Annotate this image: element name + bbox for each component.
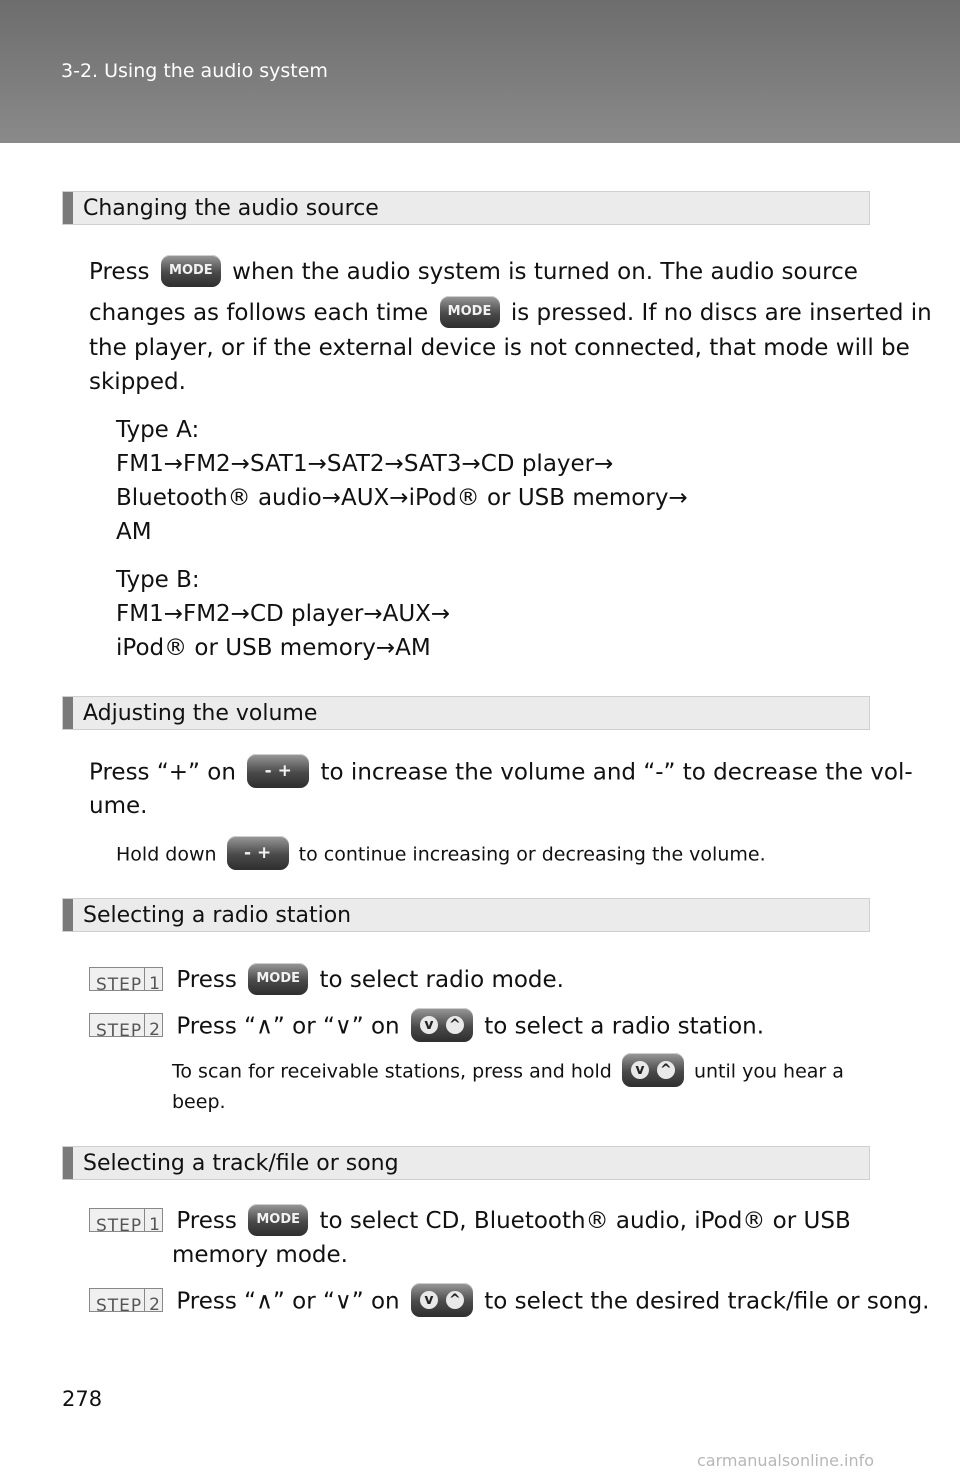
section-title: Selecting a radio station [83,903,352,928]
step-line [89,1010,764,1044]
text: until you hear a [693,1060,844,1083]
step-line [89,1285,929,1319]
text: Press [89,259,150,285]
text: to select CD, Bluetooth® audio, iPod® or USB [319,1208,851,1234]
heading-bar [63,192,73,224]
text: to select a radio station. [484,1013,765,1040]
step-line: memory mode. [172,1242,348,1268]
heading-bar [63,1147,73,1179]
section-heading-volume [62,696,870,730]
text: Press “∧” or “∨” on [176,1013,400,1040]
text: Press “+” on [89,759,236,786]
paragraph-line: the player, or if the external device is not connected, that mode will be [89,335,910,361]
type-a-label: Type A: [116,417,200,443]
section-heading-track [62,1146,870,1180]
text: Press [176,1208,237,1234]
seek-button-icon: v ^ [622,1053,684,1087]
text: to select the desired track/file or song. [484,1288,930,1315]
text: is pressed. If no discs are inserted in [510,300,932,326]
text: to increase the volume and “-” to decrease the vol- [320,759,913,786]
mode-button-icon: MODE [440,296,500,328]
section-heading-audio-source [62,191,870,225]
step-line [89,1205,851,1238]
seek-button-icon: v ^ [411,1008,473,1042]
paragraph-line [89,256,865,289]
heading-bar [63,697,73,729]
seek-button-icon: v ^ [411,1283,473,1317]
paragraph-line [89,756,913,790]
type-a-sequence: AM [116,519,152,545]
step-badge: STEP 1 [89,967,163,991]
page-number: 278 [62,1387,103,1411]
mode-button-icon: MODE [248,963,308,995]
mode-button-icon: MODE [161,255,221,287]
text: Press “∧” or “∨” on [176,1288,400,1315]
paragraph-line: skipped. [89,369,186,395]
note-line: beep. [172,1091,226,1113]
paragraph-line [89,297,932,330]
text: to continue increasing or decreasing the volume. [298,843,766,866]
type-a-sequence: FM1→FM2→SAT1→SAT2→SAT3→CD player→ [116,451,614,477]
paragraph-line: ume. [89,793,148,819]
type-a-sequence: Bluetooth® audio→AUX→iPod® or USB memory→ [116,485,688,511]
note-line [116,838,766,872]
note-line [172,1055,844,1089]
header-title: 3-2. Using the audio system [61,60,328,82]
text: Press [176,967,237,993]
section-title: Selecting a track/file or song [83,1151,399,1176]
step-badge: STEP 1 [89,1208,163,1232]
volume-button-icon: - + [247,754,309,788]
step-badge: STEP 2 [89,1288,163,1312]
type-b-sequence: FM1→FM2→CD player→AUX→ [116,601,451,627]
section-title: Adjusting the volume [83,701,318,726]
text: To scan for receivable stations, press and hold [172,1060,612,1083]
step-line [89,964,564,997]
text: when the audio system is turned on. The audio source [232,259,858,285]
watermark: carmanualsonline.info [697,1451,875,1470]
type-b-label: Type B: [116,567,200,593]
page-header [0,0,960,143]
type-b-sequence: iPod® or USB memory→AM [116,635,431,661]
volume-button-icon: - + [227,836,289,870]
section-heading-radio [62,898,870,932]
section-title: Changing the audio source [83,196,379,221]
step-badge: STEP 2 [89,1013,163,1037]
text: Hold down [116,843,217,866]
mode-button-icon: MODE [248,1204,308,1236]
heading-bar [63,899,73,931]
text: to select radio mode. [319,967,564,993]
text: changes as follows each time [89,300,429,326]
